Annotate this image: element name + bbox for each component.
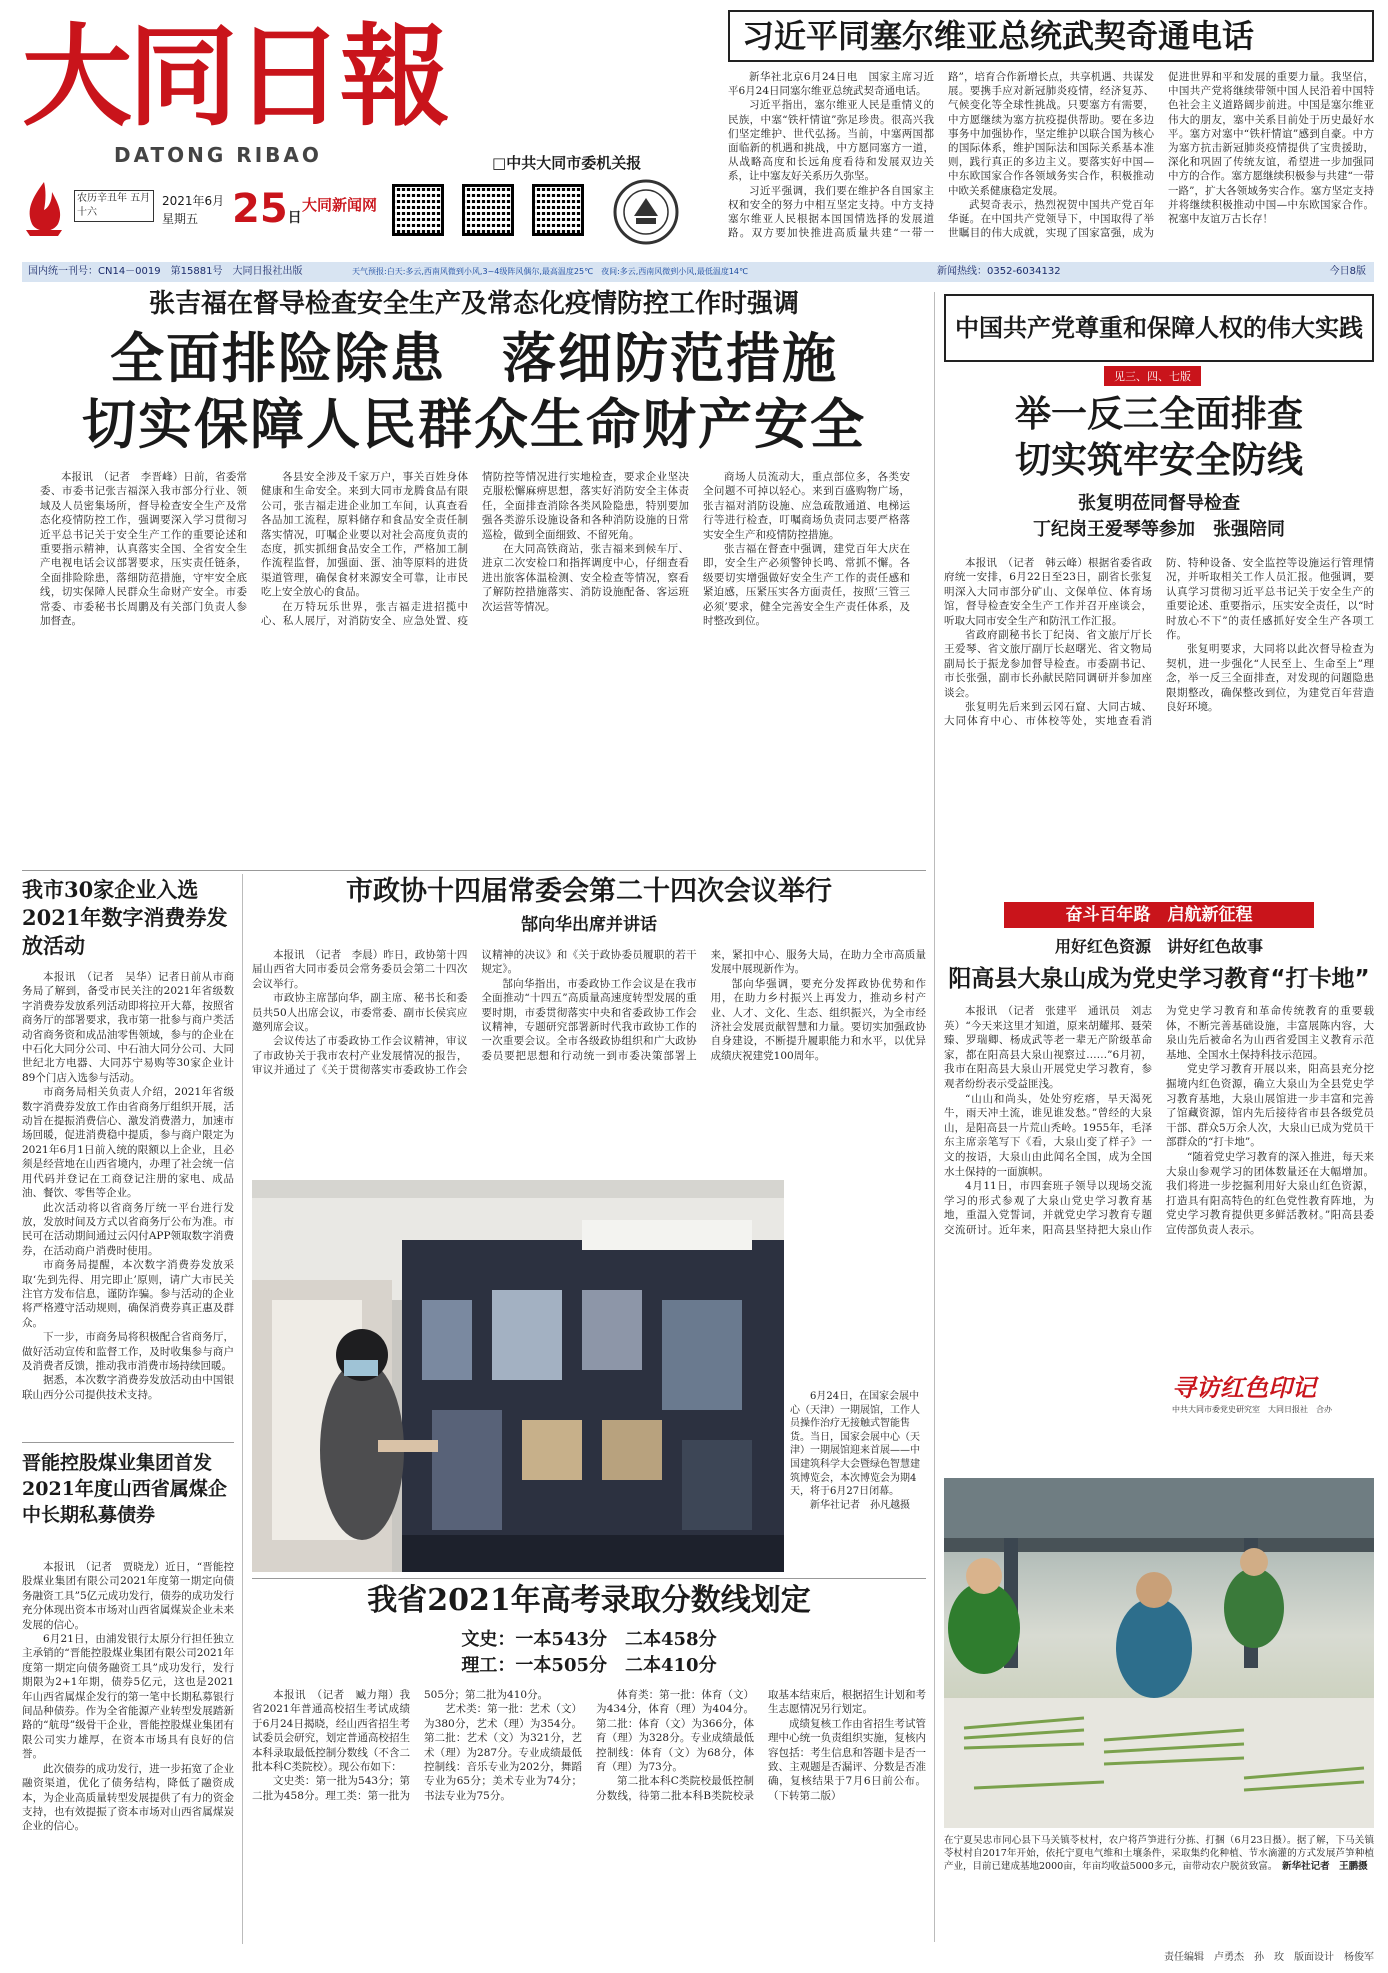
- top-story-headline: 习近平同塞尔维亚总统武契奇通电话: [728, 10, 1374, 62]
- story-coal-headline: 晋能控股煤业集团首发2021年度山西省属煤企中长期私募债券: [22, 1452, 227, 1526]
- day-number: 25日: [232, 186, 302, 232]
- weekday: 星期五: [162, 212, 199, 226]
- info-bar: [22, 262, 1374, 282]
- qr-code-icon: [532, 184, 584, 236]
- masthead-title: 大同日報: [22, 12, 446, 141]
- right-banner-title: 中国共产党尊重和保障人权的伟大实践: [944, 294, 1374, 362]
- column-divider: [934, 292, 935, 1942]
- masthead: [22, 10, 722, 258]
- lead-kicker: 张吉福在督导检查安全生产及常态化疫情防控工作时强调: [148, 289, 799, 319]
- column-divider: [242, 874, 243, 1944]
- story-cppcc-body: 本报讯 （记者 李晨）昨日，政协第十四届山西省大同市委员会常务委员会第二十四次会议举行。 市政协主席郜向华，副主席、秘书长和委员共50人出席会议，市委常委、副市长侯宾应邀列席会议。 会议传达了市委政协工作会议精神，审议了市政协关于我市农村产业发展情况的报告，审议并通过了《关于贯彻落实市委政协工作会议精神的决议》和《关于政协委员履职的若干规定》。 郜向华指出，市委政协工作会议是在我市全面推动“十四五”高质量高速度转型发展的重要时期，市委贯彻落实中央和省委政协工作会议精神，专题研究部署新时代我市政协工作的一次重要会议。全市各级政协组织和广大政协委员要把思想和行动统一到市委决策部署上来，紧扣中心、服务大局，在助力全市高质量发展中展现新作为。 郜向华强调，要充分发挥政协优势和作用，在助力乡村振兴上再发力，推动乡村产业、人才、文化、生态、组织振兴，为全市经济社会发展贡献智慧和力量。要切实加强政协自身建设，不断提升履职能力和水平，以优异成绩庆祝建党100周年。: [252, 949, 926, 1077]
- story-gaokao: [252, 1584, 926, 1944]
- hongse-story: [944, 902, 1374, 1468]
- section-rule: [252, 1578, 926, 1579]
- top-story-body: 新华社北京6月24日电 国家主席习近平6月24日同塞尔维亚总统武契奇通电话。 习近平指出，塞尔维亚人民是重情义的民族，中塞“铁杆情谊”弥足珍贵。很高兴我们坚定维护、世代弘扬。当前，中塞两国都面临新的机遇和挑战，中方愿同塞方一道，从战略高度和长远角度看待和发展双边关系，让中塞友好关系历久弥坚。 习近平强调，我们要在维护各自国家主权和安全的努力中相互坚定支持。中方支持塞尔维亚人民根据本国国情选择的发展道路。双方要加快推进高质量共建“一带一路”，培育合作新增长点，共享机遇、共谋发展。要携手应对新冠肺炎疫情，经济复苏、气候变化等全球性挑战。只要塞方有需要，中方愿继续为塞方抗疫提供帮助。要在多边事务中加强协作，坚定维护以联合国为核心的国际体系，维护国际法和国际关系基本准则，践行真正的多边主义。要落实好中国—中东欧国家合作各领域务实合作，积极推动中欧关系健康稳定发展。 武契奇表示，热烈祝贺中国共产党百年华诞。在中国共产党领导下，中国取得了举世瞩目的伟大成就，实现了国家富强，成为促进世界和平和发展的重要力量。我坚信，中国共产党将继续带领中国人民沿着中国特色社会主义道路阔步前进。中国是塞尔维亚伟大的朋友，塞中关系目前处于历史最好水平。塞方对塞中“铁杆情谊”感到自豪。中方为塞方抗击新冠肺炎疫情提供了宝贵援助，深化和巩固了传统友谊，希望进一步加强同中方的合作。塞方愿继续积极参与共建“一带一路”，扩大各领域务实合作。塞方坚定支持并将继续积极推动中国—中东欧国家合作。祝塞中友谊万古长存！: [728, 71, 1374, 240]
- right-story-1: [944, 394, 1374, 894]
- lead-story: [22, 290, 926, 866]
- year-month: 2021年6月: [162, 194, 225, 208]
- right-story-1-sub1: 张复明莅同督导检查: [1078, 493, 1240, 514]
- expo-caption: 6月24日，在国家会展中心（天津）一期展馆，工作人员操作治疗无接触式智能售货。当日，国家会展中心（天津）一期展馆迎来首展——中国建筑科学大会暨绿色智慧建筑博览会，本次博览会为期4天，将于6月27日闭幕。 新华社记者 孙凡越摄: [790, 1390, 926, 1570]
- asparagus-photo: [944, 1478, 1374, 1828]
- section-rule: [22, 870, 926, 871]
- bottom-caption-credit: 新华社记者 王鹏摄: [1282, 1861, 1368, 1872]
- top-story: [728, 10, 1374, 260]
- weather: 天气预报:白天:多云,西南风微到小风,3~4级阵风偶尔,最高温度25℃ 夜间:多云,西南风微到小风,最低温度14℃: [352, 267, 749, 276]
- story-30: [22, 876, 234, 1436]
- hongse-sub: 用好红色资源 讲好红色故事: [1054, 937, 1263, 956]
- expo-credit: 新华社记者 孙凡越摄: [810, 1499, 910, 1511]
- right-story-1-sub2: 丁纪岗王爱琴等参加 张强陪同: [1033, 519, 1285, 540]
- issue-line: 国内统一刊号：CN14－0019 第15881号 大同日报社出版: [28, 266, 303, 277]
- lunar-date: 农历辛丑年 五月十六: [74, 190, 154, 222]
- story-coal: [22, 1450, 234, 1944]
- page-count: 今日8版: [1329, 266, 1366, 277]
- bottom-caption: 在宁夏吴忠市同心县下马关镇苓杖村，农户将芦笋进行分拣、打捆（6月23日摄）。据了解，下马关镇苓杖村自2017年开始，依托宁夏电气维和土壤条件，采取集约化种植、节水滴灌的方式发展芦笋种植产业，目前已建成基地2000亩，年亩均收益5000多元，亩带动农户脱贫致富。 新华社记者 王鹏摄: [944, 1835, 1374, 1872]
- gaokao-headline: 我省2021年高考录取分数线划定: [367, 1583, 811, 1618]
- hongse-badge: [1166, 1370, 1374, 1430]
- hotline: 新闻热线：0352-6034132: [937, 266, 1061, 277]
- masthead-organ: □中共大同市委机关报: [492, 154, 642, 172]
- right-banner-see: 见三、四、七版: [1104, 366, 1201, 386]
- footer-editors: 责任编辑 卢勇杰 孙 玫 版面设计 杨俊军: [1164, 1952, 1374, 1963]
- right-story-1-head2: 切实筑牢安全防线: [1014, 440, 1303, 481]
- hongse-kicker: 奋斗百年路 启航新征程: [1004, 902, 1314, 928]
- gaokao-body: 本报讯 （记者 臧力翔）我省2021年普通高校招生考试成绩于6月24日揭晓，经山西省招生考试委员会研究，划定普通高校招生本科录取最低控制分数线（不含二批本科C类院校）。现公布如下： 文史类：第一批为543分；第二批为458分。理工类：第一批为505分；第二批为410分。 艺术类：第一批：艺术（文）为380分，艺术（理）为354分。第二批：艺术（文）为321分，艺术（理）为287分。专业成绩最低控制线：音乐专业为202分，舞蹈专业为65分；美术专业为74分；书法专业为75分。 体育类：第一批：体育（文）为434分，体育（理）为404分。第二批：体育（文）为366分，体育（理）为328分。专业成绩最低控制线：体育（文）为68分，体育（理）为73分。 第二批本科C类院校最低控制分数线，待第二批本科B类院校录取基本结束后，根据招生计划和考生志愿情况另行划定。 成绩复核工作由省招生考试管理中心统一负责组织实施，复核内容包括：考生信息和答题卡是否一致、主观题是否漏评、分数是否准确，复核结果于7月6日前公布。（下转第二版）: [252, 1689, 926, 1802]
- flame-logo-icon: [22, 180, 66, 238]
- story-cppcc: [252, 876, 926, 1176]
- qr-code-icon: [462, 184, 514, 236]
- gaokao-line-2: 理工：一本505分 二本410分: [461, 1655, 717, 1676]
- site-logo: 大同新闻网: [302, 196, 378, 214]
- right-story-1-head1: 举一反三全面排查: [1014, 394, 1303, 435]
- lead-headline-2: 切实保障人民群众生命财产安全: [82, 393, 866, 456]
- right-story-1-body: 本报讯 （记者 韩云峰）根据省委省政府统一安排，6月22日至23日，副省长张复明深入大同市部分矿山、文保单位、体育场馆，督导检查安全生产工作并召开座谈会，听取大同市安全生产和防汛工作汇报。 省政府副秘书长丁纪岗、省文旅厅厅长王爱琴、省文旅厅副厅长赵曙光、省文物局副局长于振龙参加督导检查。市委副书记、市长张强，副市长孙献民陪同调研并参加座谈会。 张复明先后来到云冈石窟、大同古城、大同体育中心、市体校等处，实地查看消防、特种设备、安全监控等设施运行管理情况，并听取相关工作人员汇报。他强调，要认真学习贯彻习近平总书记关于安全生产的重要论述、重要指示，压实安全责任，以“时时放心不下”的责任感抓好安全生产各项工作。 张复明要求，大同将以此次督导检查为契机，进一步强化“人民至上、生命至上”理念，举一反三全面排查，对发现的问题隐患限期整改，确保整改到位，为建党百年营造良好环境。: [944, 557, 1374, 728]
- story-30-headline: 我市30家企业入选2021年数字消费券发放活动: [22, 877, 228, 958]
- lead-headline-1: 全面排险除患 落细防范措施: [110, 327, 838, 390]
- date-box: [74, 190, 154, 222]
- hongse-badge-title: 寻访红色印记: [1172, 1373, 1316, 1402]
- gaokao-line-1: 文史：一本543分 二本458分: [461, 1629, 717, 1650]
- seal-badge-icon: [612, 178, 680, 246]
- hongse-body: 本报讯 （记者 张建平 通讯员 刘志英）“今天来这里才知道，原来胡耀邦、聂荣臻、罗瑞卿、杨成武等老一辈无产阶级革命家，都在阳高县大泉山视察过……”6月初，我市在阳高县大泉山开展党史学习教育，参观者纷纷表示受益匪浅。 “山山和尚头，处处穷疙瘩，旱天渴死牛，雨天冲土流，谁见谁发愁。”曾经的大泉山，是阳高县一片荒山秃岭。1955年，毛泽东主席亲笔写下《看，大泉山变了样子》一文的按语，大泉山由此闻名全国，成为全国水土保持的一面旗帜。 4月11日，市四套班子领导以现场交流学习的形式参观了大泉山党史学习教育基地，重温入党誓词，并就党史学习教育专题交流研讨。近年来，阳高县坚持把大泉山作为党史学习教育和革命传统教育的重要载体，不断完善基础设施，丰富展陈内容，大泉山先后被命名为山西省爱国主义教育示范基地、全国水土保持科技示范园。 党史学习教育开展以来，阳高县充分挖掘境内红色资源，确立大泉山为全县党史学习教育基地，大泉山展馆进一步丰富和完善了馆藏资源，馆内先后接待省市县各级党员干部、群众5万余人次，大泉山已成为党员干部群众的“打卡地”。 “随着党史学习教育的深入推进，每天来大泉山参观学习的团体数量还在大幅增加。我们将进一步挖掘利用好大泉山红色资源，打造具有阳高特色的红色党性教育阵地，为党史学习教育提供更多鲜活教材。”阳高县委宣传部负责人表示。: [944, 1005, 1374, 1236]
- expo-scene: [252, 1180, 784, 1572]
- masthead-pinyin: DATONG RIBAO: [114, 143, 322, 167]
- story-coal-body: 本报讯 （记者 贾晓龙）近日，“晋能控股煤业集团有限公司2021年度第一期定向债务融资工具”5亿元成功发行，债券的成功发行充分体现出资本市场对山西省属煤炭企业未来发展的信心。 6月21日，由浦发银行太原分行担任独立主承销的“晋能控股煤业集团有限公司2021年度第一期定向债务融资工具”成功发行，发行期限为2+1年期，债券5亿元，这也是2021年山西省属煤企发行的第一笔中长期私募银行间品种债券。作为全省能源产业转型发展踏新路的“航母”级骨干企业，晋能控股煤业集团有限公司实力雄厚，在资本市场具有良好的信誉。 此次债券的成功发行，进一步拓宽了企业融资渠道，优化了债务结构，降低了融资成本，为企业高质量转型发展提供了有力的资金支持，也有效提振了资本市场对山西省属煤炭企业的信心。: [22, 1561, 234, 1833]
- section-rule: [22, 1442, 234, 1443]
- hongse-headline: 阳高县大泉山成为党史学习教育“打卡地”: [948, 966, 1370, 992]
- lead-body: 本报讯 （记者 李晋峰）日前，省委常委、市委书记张吉福深入我市部分行业、领域及人员密集场所，督导检查安全生产及常态化疫情防控工作，强调要深入学习贯彻习近平总书记关于安全生产工作的重要论述和重要指示精神，认真落实全国、全省安全生产电视电话会议部署要求，压实责任链条，全面排险除患，落细防范措施，守牢安全底线，切实保障人民群众生命财产安全。市委常委、市委秘书长周鹏及有关部门负责人参加督查。 各县安全涉及千家万户，事关百姓身体健康和生命安全。来到大同市龙腾食品有限公司，张吉福走进企业加工车间，认真查看各品加工流程，原料储存和食品安全责任制落实情况，叮嘱企业要以对社会高度负责的态度，抓实抓细食品安全工作，严格加工制作流程监督，加强面、蛋、油等原料的进货渠道管理，确保食材来源安全可靠，让市民吃上安全放心的食品。 在万特玩乐世界，张吉福走进招揽中心、私人展厅，对消防安全、应急处置、疫情防控等情况进行实地检查，要求企业坚决克服松懈麻痹思想，落实好消防安全主体责任，全面排查消除各类风险隐患，特别要加强各类游乐设施设备和各种消防设施的日常巡检，做到全面细致、不留死角。 在大同高铁商站，张吉福来到候车厅、进京二次安检口和指挥调度中心，仔细查看进出旅客体温检测、安全检查等情况，察看了解防控措施落实、消防设施配备、客运班次运营等情况。 商场人员流动大，重点部位多，各类安全问题不可掉以轻心。来到百盛购物广场，张吉福对消防设施、应急疏散通道、电梯运行等进行检查，叮嘱商场负责同志要严格落实安全生产和疫情防控措施。 张吉福在督查中强调，建党百年大庆在即，安全生产必须警钟长鸣、常抓不懈。各级要切实增强做好安全生产工作的责任感和紧迫感，压紧压实各方面责任，按照‘三管三必须’要求，健全完善安全生产责任体系，及时整改到位。: [40, 471, 910, 628]
- story-cppcc-headline: 市政协十四届常委会第二十四次会议举行: [346, 876, 832, 907]
- story-cppcc-sub: 郜向华出席并讲话: [521, 915, 657, 935]
- asparagus-scene: [944, 1478, 1374, 1828]
- qr-code-icon: [392, 184, 444, 236]
- story-30-body: 本报讯 （记者 吴华）记者日前从市商务局了解到，备受市民关注的2021年省级数字消费券发放系列活动即将拉开大幕，按照省商务厅的部署要求，我市第一批参与商户类活动省商务资和成品油零售领域，参与的企业在中石化大同分公司、中石油大同分公司、大同世纪北方电器、大同苏宁易购等30家企业计89个门店入选参与活动。 市商务局相关负责人介绍，2021年省级数字消费券发放工作由省商务厅组织开展，活动旨在提振消费信心、激发消费潜力，加速市场回暖，促进消费稳中提质，参与商户限定为2021年6月1日前入统的限额以上企业，且必须是经营地在山西省境内，办理了社会统一信用代码并登记在工商登记注册的家电、成品油、餐饮、零售等企业。 此次活动将以省商务厅统一平台进行发放，发放时间及方式以省商务厅公布为准。市民可在活动期间通过云闪付APP领取数字消费券，在活动商户消费时使用。 市商务局提醒，本次数字消费券发放采取‘先到先得、用完即止’原则，请广大市民关注官方发布信息，谨防诈骗。参与活动的企业将严格遵守活动规则，确保消费券真正惠及群众。 下一步，市商务局将积极配合省商务厅，做好活动宣传和监督工作，及时收集参与商户及消费者反馈，推动我市消费市场持续回暖。 据悉，本次数字消费券发放活动由中国银联山西分公司提供技术支持。: [22, 971, 234, 1401]
- hongse-badge-sub: 中共大同市委党史研究室 大同日报社 合办: [1172, 1404, 1332, 1414]
- expo-photo: [252, 1180, 784, 1572]
